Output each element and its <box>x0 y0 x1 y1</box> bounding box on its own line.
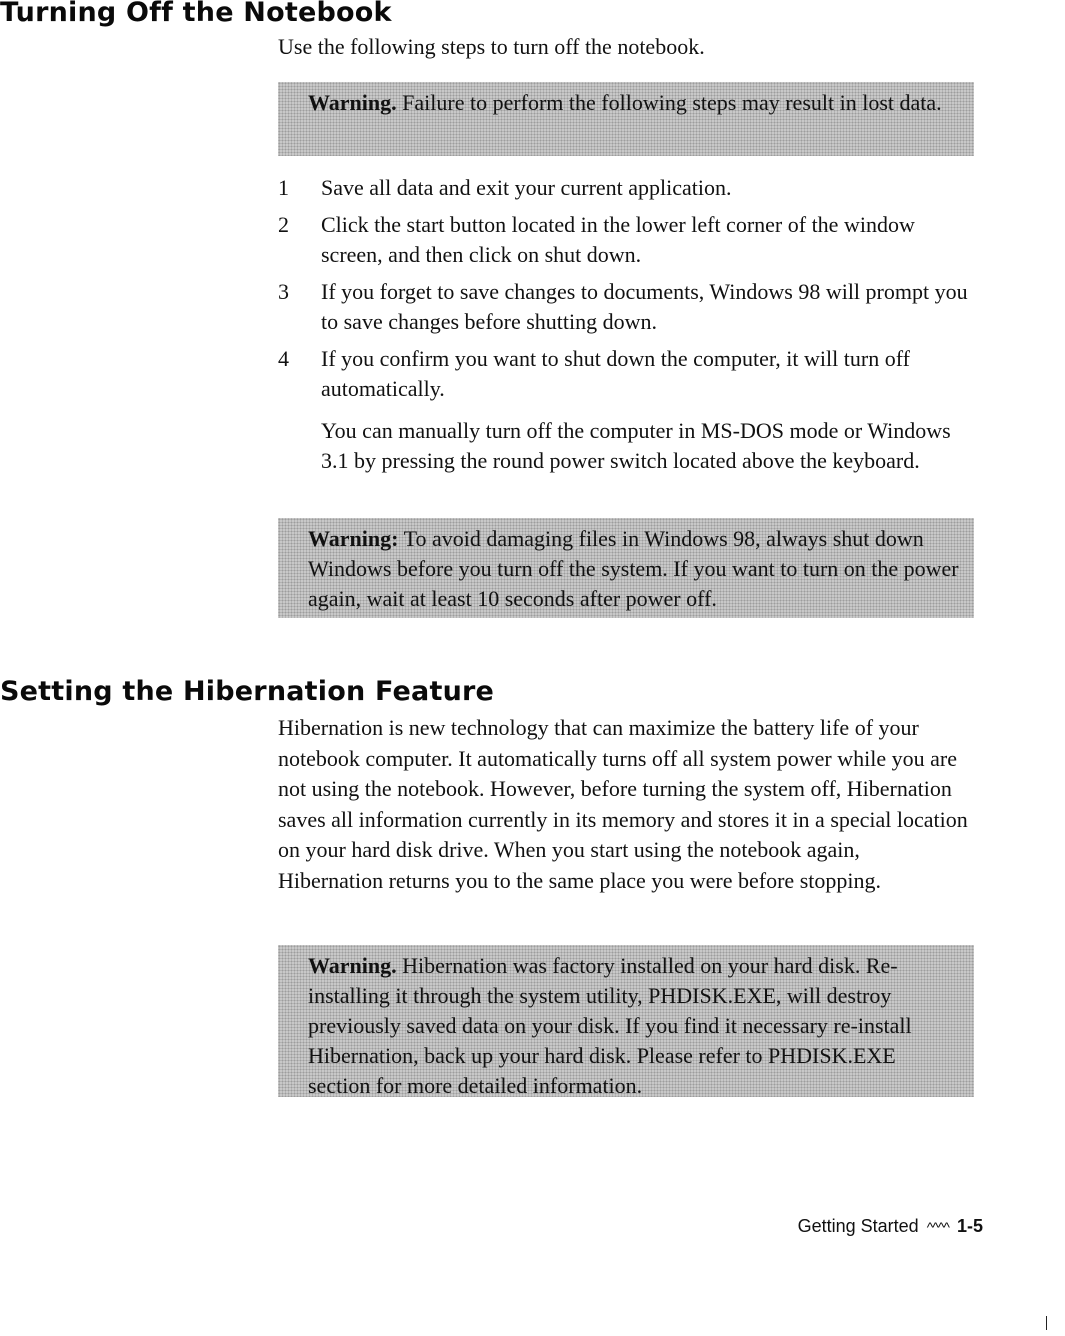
hibernation-body: Hibernation is new technology that can maximize the battery life of your notebook computer. It automatically turns off all system power while you are not using the notebook. However, before turning the system off, Hibernation saves all information currently in its memory and stores it in a special location on your hard disk drive. When you start using the notebook again, Hibernation returns you to the same place you were before stopping. <box>278 715 968 893</box>
section-title-turning-off: Turning Off the Notebook <box>0 0 392 28</box>
step-number: 3 <box>278 279 289 304</box>
warning-text: To avoid damaging files in Windows 98, always shut down Windows before you turn off the system. If you want to turn on the power again, wait at least 10 seconds after power off. <box>308 526 959 611</box>
list-item <box>278 344 978 476</box>
warning-label: Warning. <box>308 90 397 115</box>
step-text: Save all data and exit your current application. <box>321 175 732 200</box>
warning-text: Failure to perform the following steps may result in lost data. <box>402 90 942 115</box>
warning-text: Hibernation was factory installed on your hard disk. Re-installing it through the system utility, PHDISK.EXE, will destroy previously saved data on your disk. If you find it necessary re-install Hibernation, back up your hard disk. Please refer to PHDISK.EXE section for more detailed information. <box>308 953 912 1098</box>
step-text: If you confirm you want to shut down the computer, it will turn off automatically. <box>321 346 910 401</box>
section-title-hibernation: Setting the Hibernation Feature <box>0 676 495 707</box>
list-item <box>278 277 978 337</box>
warning-label: Warning. <box>308 953 397 978</box>
step-number: 4 <box>278 346 289 371</box>
warning-label: Warning: <box>308 526 399 551</box>
list-item <box>278 173 978 203</box>
warning-box-lost-data <box>278 82 974 156</box>
list-item <box>278 210 978 270</box>
step-text: Click the start button located in the lower left corner of the window screen, and then click on shut down. <box>321 212 915 267</box>
footer-ornament: ^^^^ <box>926 1219 949 1235</box>
step-text: If you forget to save changes to documents, Windows 98 will prompt you to save changes before shutting down. <box>321 279 968 334</box>
warning-box-hibernation <box>278 945 974 1097</box>
step-number: 2 <box>278 212 289 237</box>
page-number: 1-5 <box>956 1216 983 1236</box>
footer-chapter: Getting Started <box>797 1216 919 1236</box>
scan-edge-mark <box>1046 1316 1047 1330</box>
page-footer <box>798 1216 983 1237</box>
step-number: 1 <box>278 175 289 200</box>
warning-box-shutdown <box>278 518 974 618</box>
shutdown-steps-list <box>278 173 978 483</box>
turning-off-intro: Use the following steps to turn off the notebook. <box>278 34 705 59</box>
step-note: You can manually turn off the computer in MS-DOS mode or Windows 3.1 by pressing the round power switch located above the keyboard. <box>321 418 951 473</box>
